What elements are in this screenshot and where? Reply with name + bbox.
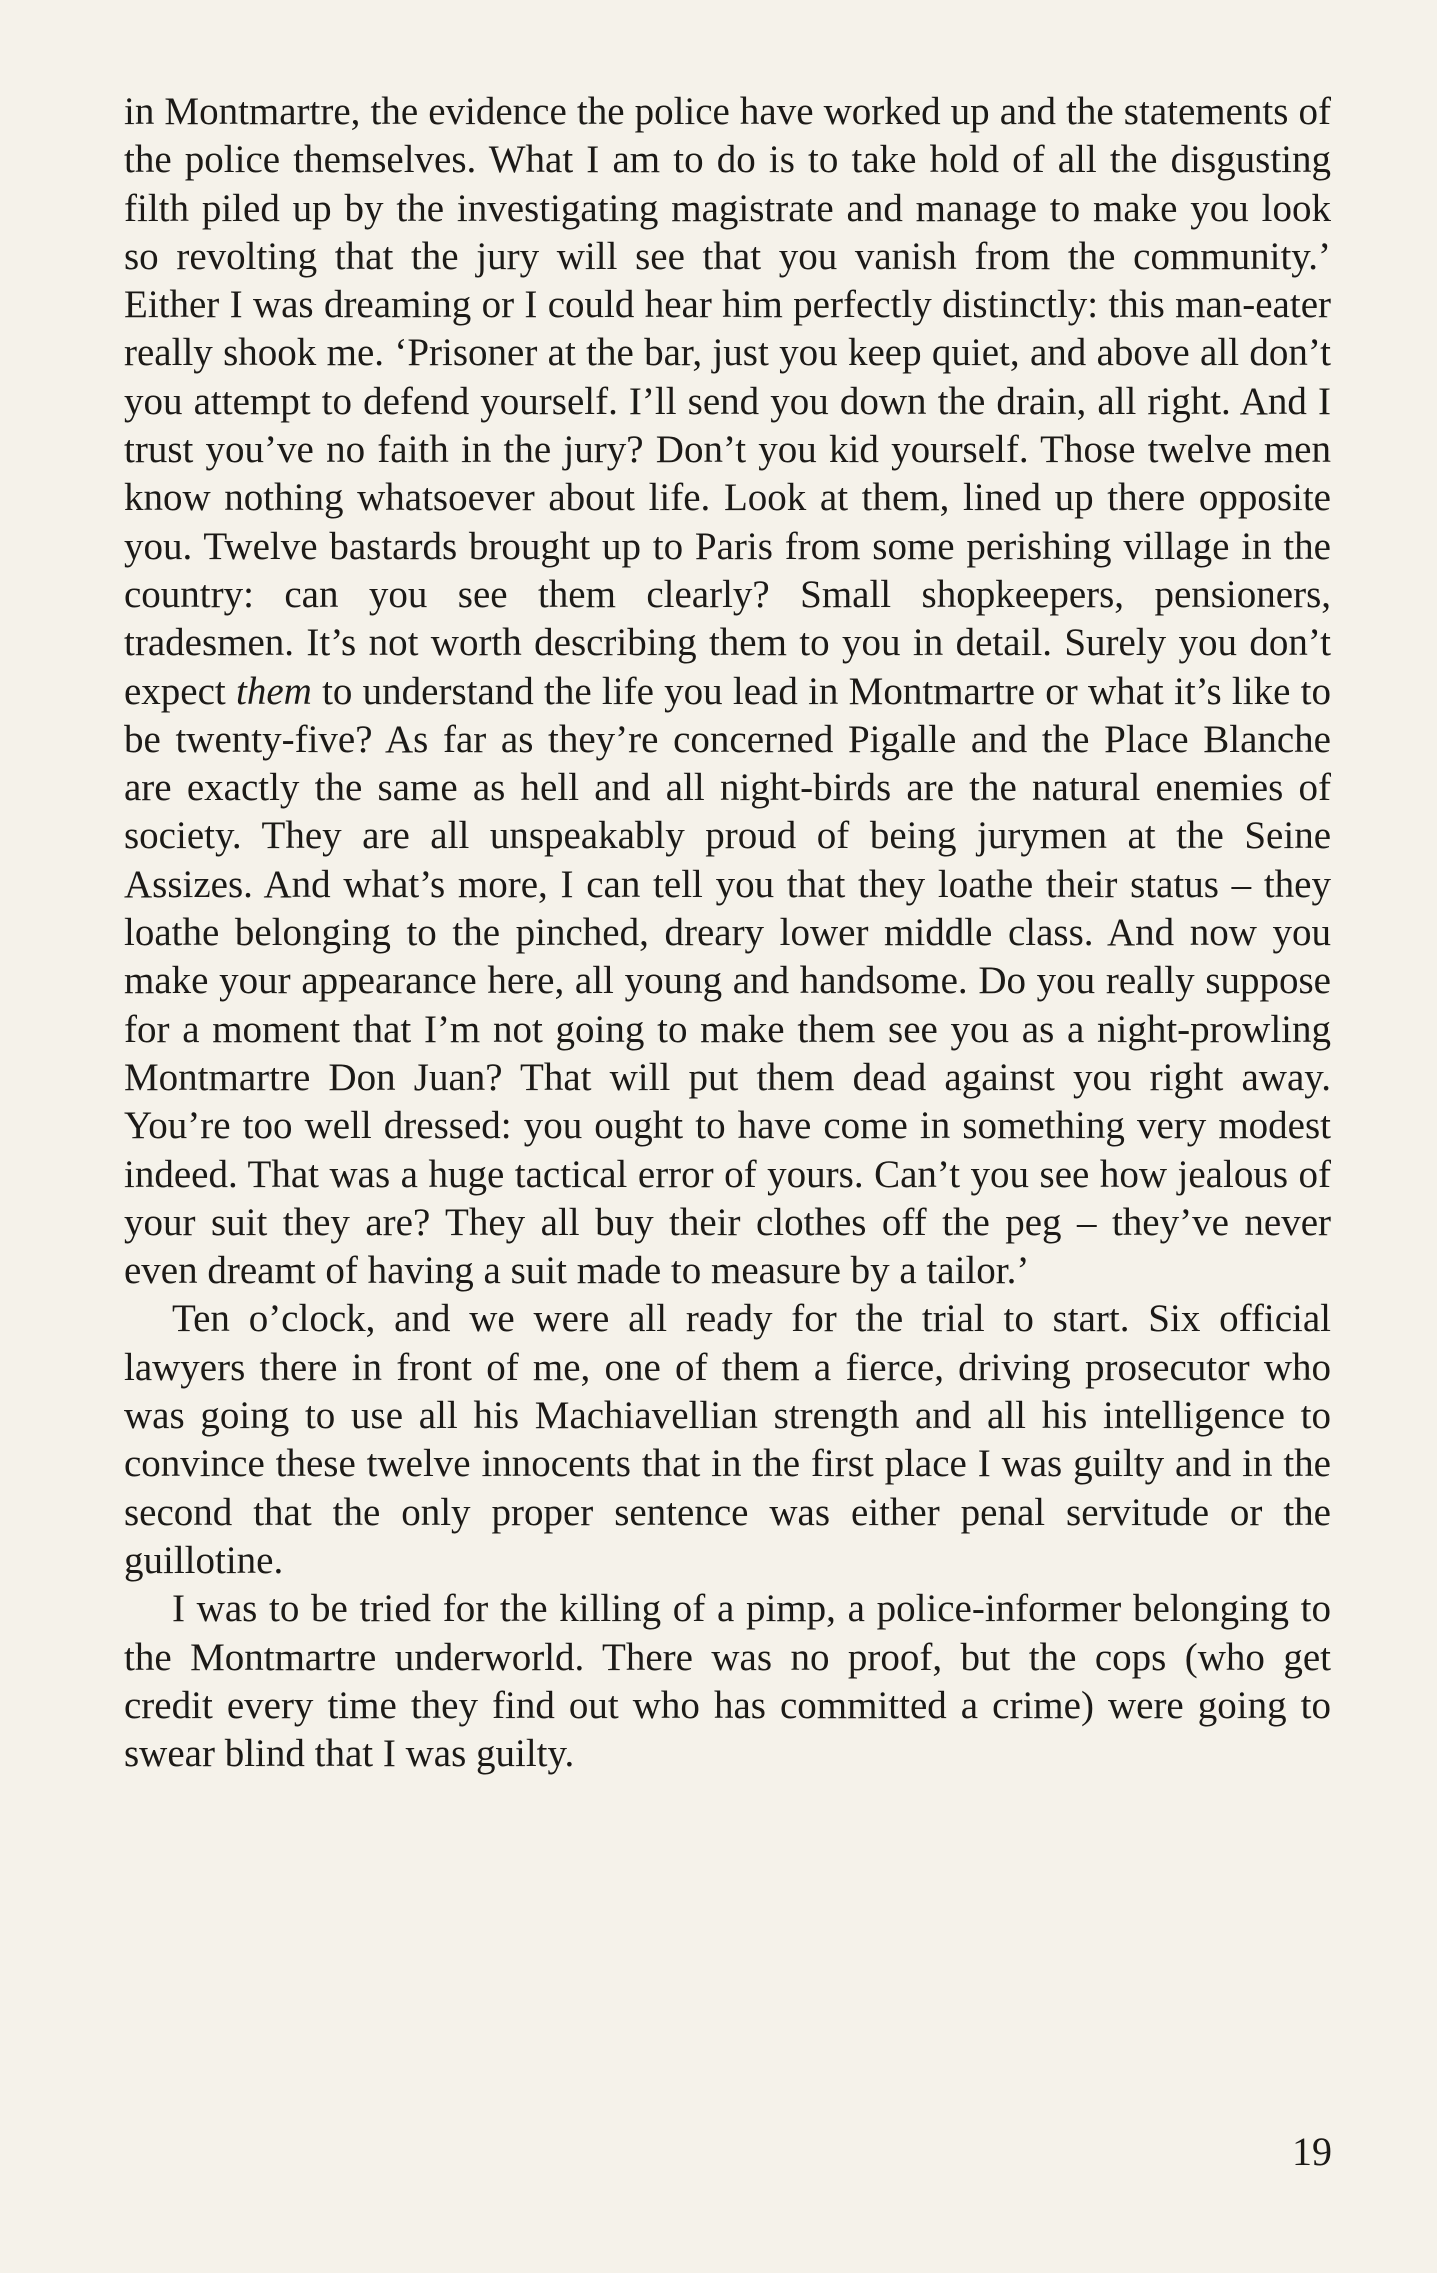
paragraph-1-text-a: in Montmartre, the evidence the police have worked up and the statements of the police themselves. What I am to do is to take hold of all the disgusting filth piled up by the investigating magistrate and manage to make you look so revolting that the jury will see that you vanish from the community.’ Either I was dreaming or I could hear him perfectly distinctly: this man-eater really shook me. ‘Prisoner at the bar, just you keep quiet, and above all don’t you attempt to defend yourself. I’ll send you down the drain, all right. And I trust you’ve no faith in the jury? Don’t you kid yourself. Those twelve men know nothing whatsoever about life. Look at them, lined up there opposite you. Twelve bastards brought up to Paris from some perishing village in the country: can you see them clearly? Small shopkeepers, pensioners, tradesmen. It’s not worth describing them to you in detail. Surely you don’t expect	[124, 90, 1331, 713]
emphasized-word: them	[236, 669, 312, 713]
paragraph-1-text-b: to understand the life you lead in Montmartre or what it’s like to be twenty-five? As far as they’re concerned Pigalle and the Place Blanche are exactly the same as hell and all night-birds are the natural enemies of society. They are all unspeakably proud of being jurymen at the Seine Assizes. And what’s more, I can tell you that they loathe their status – they loathe belonging to the pinched, dreary lower middle class. And now you make your appearance here, all young and handsome. Do you really suppose for a moment that I’m not going to make them see you as a night-prowling Montmartre Don Juan? That will put them dead against you right away. You’re too well dressed: you ought to have come in something very modest indeed. That was a huge tactical error of yours. Can’t you see how jealous of your suit they are? They all buy their clothes off the peg – they’ve never even dreamt of having a suit made to measure by a tailor.’	[124, 669, 1331, 1293]
paragraph-2: Ten o’clock, and we were all ready for the trial to start. Six official lawyers there in front of me, one of them a fierce, driving prosecutor who was going to use all his Machiavellian strength and all his intelligence to convince these twelve innocents that in the first place I was guilty and in the second that the only proper sentence was either penal servitude or the guillotine.	[124, 1297, 1331, 1582]
page-number: 19	[1292, 2129, 1332, 2174]
body-text	[124, 88, 1331, 1778]
paragraph-1	[124, 88, 1331, 1295]
paragraph-3: I was to be tried for the killing of a pimp, a police-informer belonging to the Montmartre underworld. There was no proof, but the cops (who get credit every time they find out who has committed a crime) were going to swear blind that I was guilty.	[124, 1587, 1331, 1776]
